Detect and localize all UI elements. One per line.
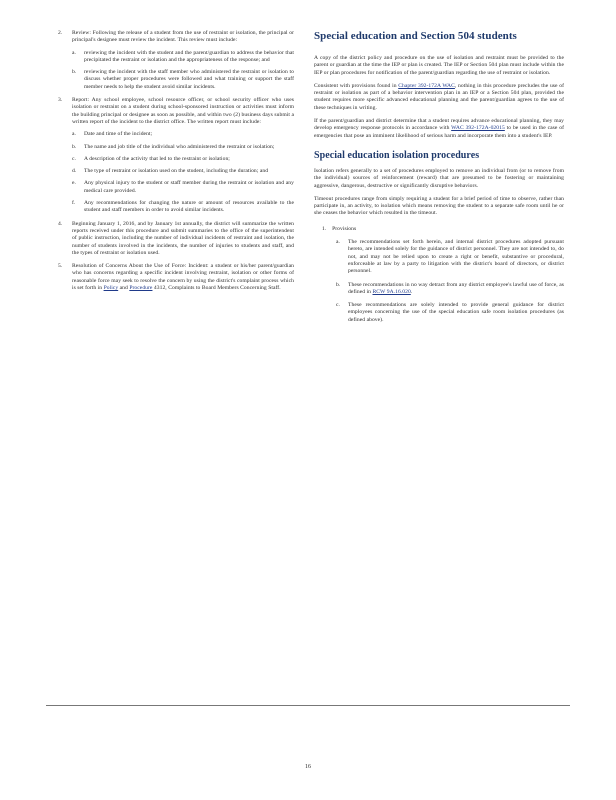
sub-text: reviewing the incident with the student and the parent/guardian to address the behavior that precipitated the restraint or isolation and the appropriateness of the response; and	[84, 49, 294, 63]
sub-text: The type of restraint or isolation used on the student, including the duration; and	[84, 168, 269, 175]
sub-text: Date and time of the incident;	[84, 131, 153, 138]
sub-text-part: .	[410, 288, 413, 295]
item-text: Report: Any school employee, school resource officer, or school security officer who uses isolation or restraint on a student during school-sponsored instruction or activities must inform the building principal or designee as soon as possible, and within two (2) business days submit a written report of the incident to the district office. The written report must include:	[72, 97, 294, 125]
sub-item	[72, 156, 294, 163]
sub-text: A description of the activity that led to the restraint or isolation;	[84, 155, 230, 162]
sub-letter: e.	[72, 180, 76, 187]
sub-letter: c.	[72, 155, 76, 162]
item-text: Review: Following the release of a student from the use of restraint or isolation, the principal or principal's designee must review the incident. This review must include:	[72, 30, 294, 44]
sub-item	[72, 200, 294, 215]
section-heading-isolation-procedures: Special education isolation procedures	[314, 149, 480, 161]
paragraph	[314, 83, 564, 112]
list-item-annual-summary	[54, 221, 294, 257]
paragraph-text: If the parent/guardian and district determine that a student requires advance educational planning, they may develop emergency response protocols in accordance with	[314, 118, 564, 132]
sub-letter: f.	[72, 200, 76, 207]
sub-letter: a.	[72, 131, 76, 138]
chapter-wac-link[interactable]: Chapter 392-172A WAC	[398, 82, 455, 89]
sub-text: The name and job title of the individual who administered the restraint or isolation;	[84, 143, 275, 150]
sub-item	[72, 180, 294, 195]
list-item-review	[54, 30, 294, 91]
paragraph: A copy of the district policy and procedure on the use of isolation and restraint must be provided to the parent or guardian at the time the IEP or plan is created. The IEP or Section 504 plan must include within the IEP or plan procedures for notification of the parent/guardian regarding the use of restraint or isolation.	[314, 55, 564, 76]
sub-letter: c.	[336, 302, 340, 309]
sub-item	[72, 168, 294, 175]
policy-link[interactable]: Policy	[103, 285, 119, 292]
item-number: 1.	[322, 225, 327, 232]
sub-text: Any physical injury to the student or staff member during the restraint or isolation and any medical care provided.	[84, 180, 294, 194]
rcw-link[interactable]: RCW 9A.16.020	[372, 288, 411, 295]
left-column	[54, 30, 294, 298]
sub-item	[72, 50, 294, 65]
wac-link[interactable]: WAC 392-172A-02015	[451, 125, 505, 132]
resolution-text-end: 4312, Complaints to Board Members Concerning Staff.	[153, 285, 281, 292]
sub-text: Any recommendations for changing the nature or amount of resources available to the student and staff members in order to avoid similar incidents.	[84, 200, 294, 214]
sub-text-part: These recommendations in no way detract from any district employee's lawful use of force, as defined in	[348, 281, 564, 295]
provisions-heading	[322, 226, 564, 233]
sub-text: These recommendations are solely intended to provide general guidance for district employees concerning the use of the special education safe room isolation procedures (as defined above).	[348, 302, 564, 323]
sub-item	[326, 302, 564, 324]
and-text: and	[119, 285, 128, 292]
item-text	[72, 263, 294, 292]
resolution-text: Resolution of Concerns About the Use of Force: Incident: a student or his/her parent/guardian who has concerns regarding a specific incident involving restraint, isolation or other forms of reasonable force may seek to resolve the concern by using the district's complaint process which is set forth in	[72, 263, 294, 292]
sub-item	[326, 282, 564, 297]
sub-item	[72, 144, 294, 151]
item-number: 3.	[58, 97, 63, 104]
right-column	[314, 30, 564, 330]
list-item-report	[54, 97, 294, 215]
sub-letter: a.	[72, 49, 76, 56]
item-number: 4.	[58, 220, 63, 227]
sub-letter: a.	[336, 239, 340, 246]
paragraph	[314, 118, 564, 140]
sub-letter: b.	[72, 143, 77, 150]
section-heading-special-education: Special education and Section 504 students	[314, 30, 517, 42]
sub-item	[72, 131, 294, 138]
paragraph-text: , nothing in this procedure precludes the use of restraint or isolation as part of a behavior intervention plan in an IEP or a Section 504 plan, provided the student requires more specific advanced educational planning and the parent/guardian agrees to the use of these techniques in writing.	[314, 82, 564, 111]
provisions-title: Provisions	[332, 225, 357, 232]
sub-letter: b.	[336, 281, 341, 288]
item-number: 5.	[58, 263, 63, 270]
paragraph-text: Consistent with provisions found in	[314, 82, 397, 89]
paragraph: Isolation refers generally to a set of procedures employed to remove an individual from (or to remove from the individual) sources of reinforcement (reward) that are presumed to be fostering or maintaining aggressive, dangerous, destructive or significantly disruptive behaviors.	[314, 167, 564, 189]
sub-text: reviewing the incident with the staff member who administered the restraint or isolation to discuss whether proper procedures were followed and what training or support the staff member needs to help the student avoid similar incidents.	[84, 69, 294, 90]
list-item-resolution	[54, 263, 294, 292]
item-number: 2.	[58, 30, 63, 36]
sub-text	[348, 282, 564, 297]
sub-letter: b.	[72, 69, 77, 76]
sub-item	[326, 239, 564, 275]
paragraph-text: to be used in the case of emergencies that pose an imminent likelihood of serious harm and incorporate them into a student's IEP.	[314, 125, 564, 139]
page-number: 16	[305, 764, 311, 770]
procedure-link[interactable]: Procedure	[129, 285, 153, 292]
paragraph: Timeout procedures range from simply requiring a student for a brief period of time to observe, rather than participate in, an activity, to isolation which means removing the student to a separate safe room until he or she ceases the behavior which resulted in the timeout.	[314, 195, 564, 217]
item-text: Beginning January 1, 2016, and by January 1st annually, the district will summarize the written reports received under this procedure and submit summaries to the office of the superintendent of public instruction, including the number of individual incidents of restraint and isolation, the number of students involved in the incidents, the number of injuries to students and staff, and the types of restraint or isolation used.	[72, 220, 294, 256]
sub-item	[72, 69, 294, 91]
footer-divider	[46, 705, 570, 706]
sub-letter: d.	[72, 168, 77, 175]
sub-text: The recommendations set forth herein, and internal district procedures adopted pursuant hereto, are intended solely for the guidance of district personnel. They are not intended to, do not, and may not be relied upon to create a right or benefit, substantive or procedural, enforceable at law by a party to litigation with the district's board of directors, or district personnel.	[348, 239, 564, 275]
